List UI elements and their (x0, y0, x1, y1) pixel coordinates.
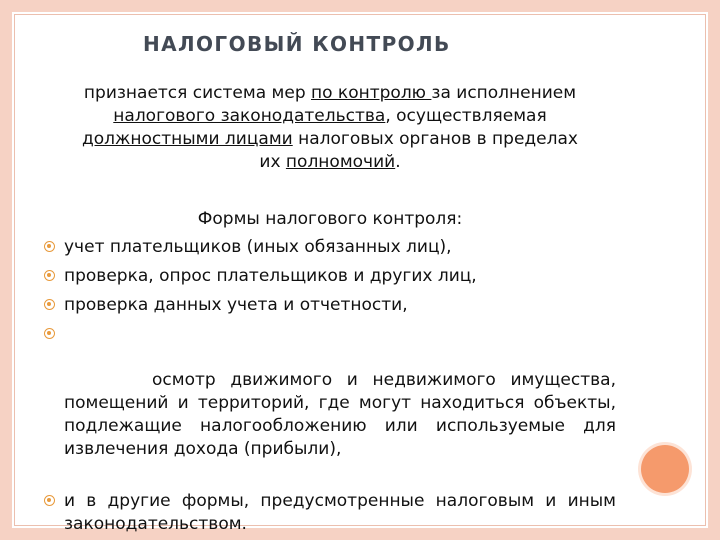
definition-link-control[interactable]: по контролю (311, 83, 432, 103)
list-item-text: и в другие формы, предусмотренные налоговым и иным законодательством. (64, 491, 616, 534)
list-item-text: учет плательщиков (иных обязанных лиц), (64, 237, 452, 257)
decorative-circle (641, 445, 689, 493)
definition-text-2: за исполнением (431, 83, 577, 103)
list-item (44, 490, 616, 536)
circle-bullet-icon (44, 299, 55, 310)
definition-link-powers[interactable]: полномочий (285, 152, 396, 172)
list-item-text: проверка данных учета и отчетности, (64, 295, 408, 315)
definition-text-1: признается система мер (83, 83, 312, 103)
circle-bullet-icon (44, 241, 55, 252)
definition-paragraph (70, 82, 590, 174)
definition-link-officials[interactable]: должностными лицами (82, 129, 293, 149)
definition-text-5: . (395, 152, 401, 172)
list-item-text: проверка, опрос плательщиков и других лиц, (64, 266, 477, 286)
list-item (44, 236, 616, 259)
list-item (44, 323, 622, 484)
list-item-text: осмотр движимого и недвижимого имущества, помещений и территорий, где могут находиться объекты, подлежащие налогообложению или используемые для извлечения дохода (прибыли), (64, 370, 622, 459)
list-item (44, 294, 616, 317)
circle-bullet-icon (44, 328, 55, 339)
slide-title: НАЛОГОВЫЙ КОНТРОЛЬ (143, 32, 451, 56)
definition-text-3: , осуществляемая (385, 106, 547, 126)
forms-heading: Формы налогового контроля: (197, 209, 463, 229)
circle-bullet-icon (44, 270, 55, 281)
list-item (44, 265, 616, 288)
definition-link-tax-law[interactable]: налогового законодательства (113, 106, 386, 126)
forms-list (44, 236, 622, 542)
definition-text-4: налоговых органов в пределах их (259, 129, 578, 172)
circle-bullet-icon (44, 495, 55, 506)
